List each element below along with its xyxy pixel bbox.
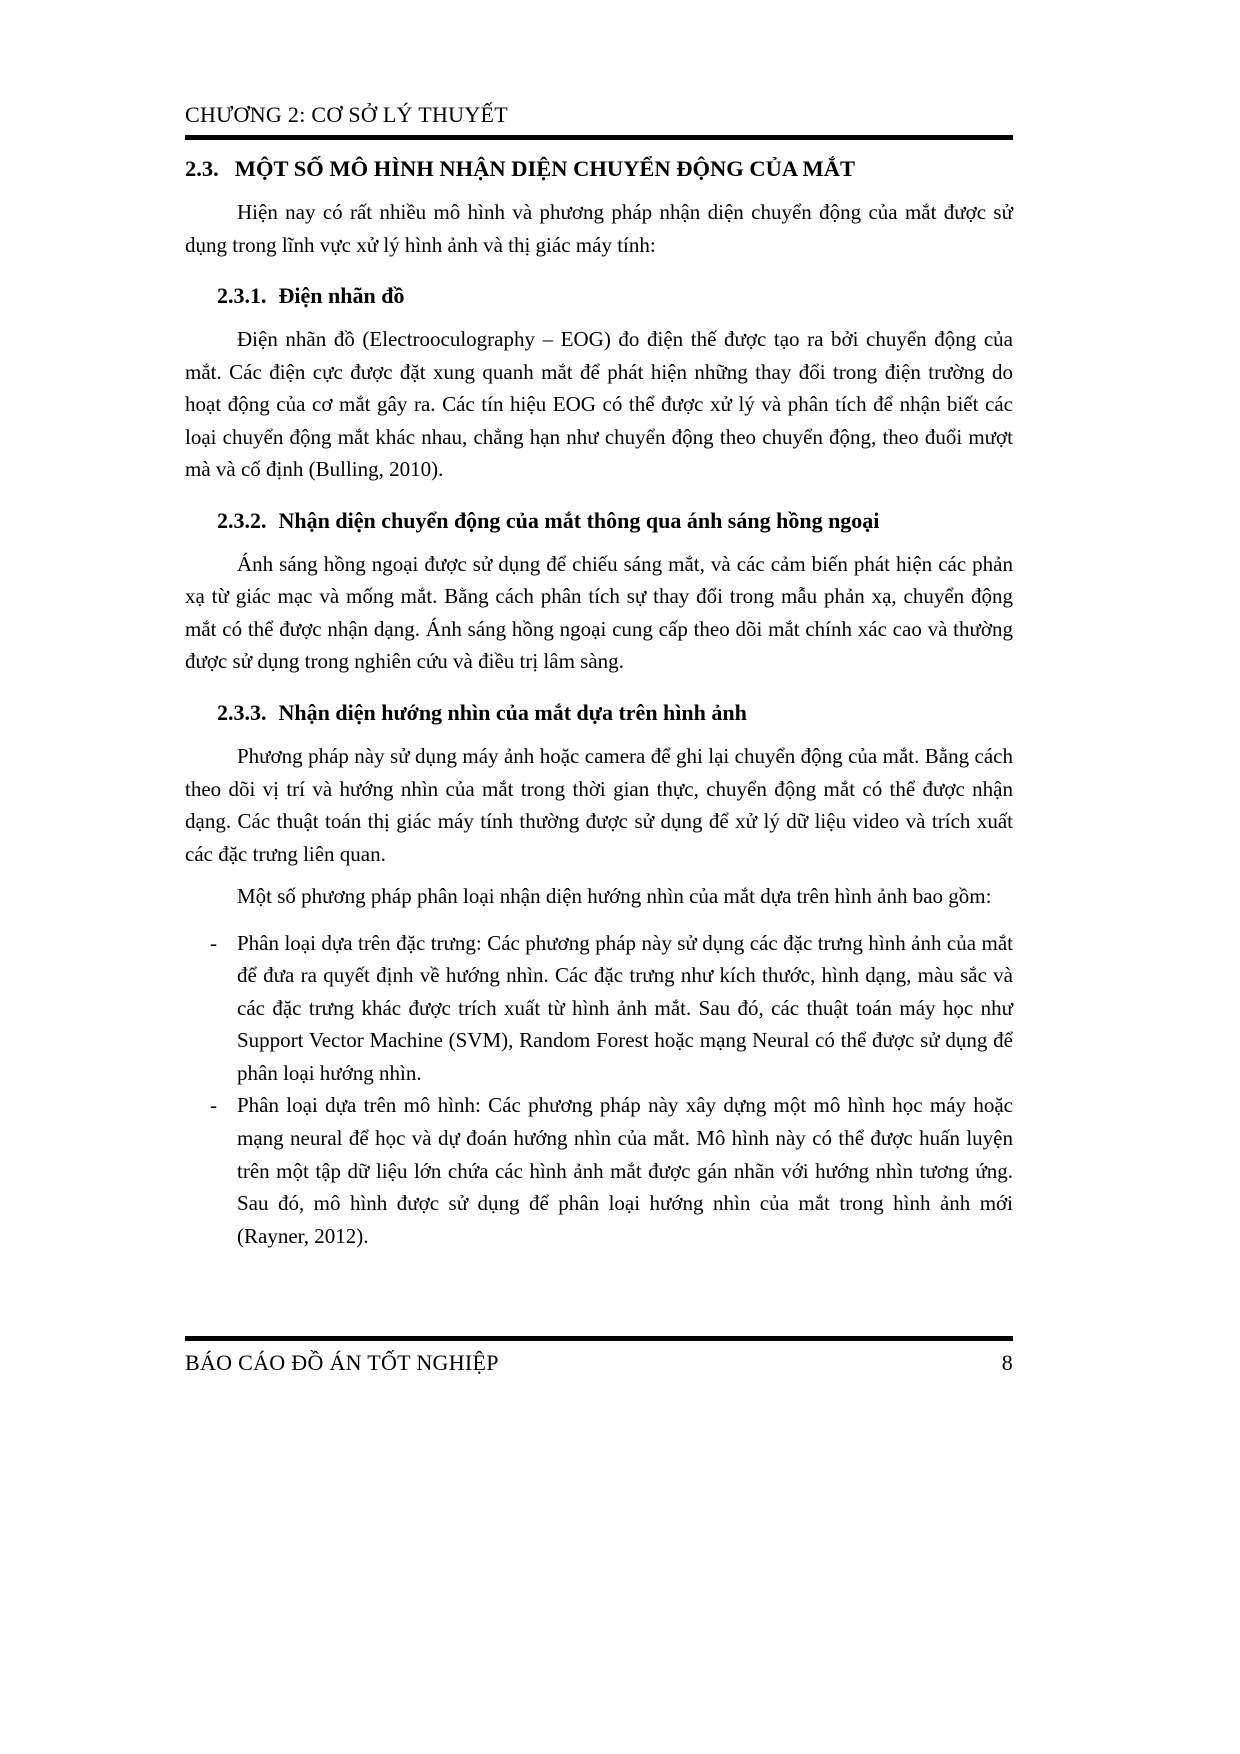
running-header: CHƯƠNG 2: CƠ SỞ LÝ THUYẾT bbox=[185, 102, 508, 127]
section-heading bbox=[185, 156, 1013, 182]
list-item-text: Phân loại dựa trên mô hình: Các phương pháp này xây dựng một mô hình học máy hoặc mạng neural để học và dự đoán hướng nhìn của mắt. Mô hình này có thể được huấn luyện trên một tập dữ liệu lớn chứa các hình ảnh mắt được gán nhãn với hướng nhìn tương ứng. Sau đó, mô hình được sử dụng để phân loại hướng nhìn của mắt trong hình ảnh mới (Rayner, 2012). bbox=[237, 1093, 1013, 1248]
footer-rule bbox=[185, 1336, 1013, 1341]
subsection-title: Nhận diện hướng nhìn của mắt dựa trên hình ảnh bbox=[278, 700, 747, 726]
list-item-text: Phân loại dựa trên đặc trưng: Các phương pháp này sử dụng các đặc trưng hình ảnh của mắt để đưa ra quyết định về hướng nhìn. Các đặc trưng như kích thước, hình dạng, màu sắc và các đặc trưng khác được trích xuất từ hình ảnh mắt. Sau đó, các thuật toán máy học như Support Vector Machine (SVM), Random Forest hoặc mạng Neural có thể được sử dụng để phân loại hướng nhìn. bbox=[237, 930, 1013, 1085]
subsection-number: 2.3.3. bbox=[217, 700, 267, 726]
subsection-paragraph-1: Điện nhãn đồ (Electrooculography – EOG) đo điện thế được tạo ra bởi chuyển động của mắt. Các điện cực được đặt xung quanh mắt để phát hiện những thay đổi trong điện trường do hoạt động của cơ mắt gây ra. Các tín hiệu EOG có thể được xử lý và phân tích để nhận biết các loại chuyển động mắt khác nhau, chẳng hạn như chuyển động theo chuyển động, theo đuổi mượt mà và cố định (Bulling, 2010). bbox=[185, 327, 1013, 482]
header-rule bbox=[185, 135, 1013, 140]
section-intro-paragraph: Hiện nay có rất nhiều mô hình và phương pháp nhận diện chuyển động của mắt được sử dụng trong lĩnh vực xử lý hình ảnh và thị giác máy tính: bbox=[185, 200, 1013, 257]
subsection-heading-1 bbox=[217, 283, 1013, 309]
footer-report-title: BÁO CÁO ĐỒ ÁN TỐT NGHIỆP bbox=[185, 1350, 499, 1375]
subsection-number: 2.3.2. bbox=[217, 507, 267, 533]
document-page bbox=[185, 102, 1013, 1252]
list-intro-paragraph: Một số phương pháp phân loại nhận diện hướng nhìn của mắt dựa trên hình ảnh bao gồm: bbox=[237, 884, 992, 909]
page-footer bbox=[185, 1336, 1013, 1376]
subsection-paragraph-3: Phương pháp này sử dụng máy ảnh hoặc camera để ghi lại chuyển động của mắt. Bằng cách theo dõi vị trí và hướng nhìn của mắt trong thời gian thực, chuyển động mắt có thể được nhận dạng. Các thuật toán thị giác máy tính thường được sử dụng để xử lý dữ liệu video và trích xuất các đặc trưng liên quan. bbox=[185, 744, 1013, 866]
subsection-number: 2.3.1. bbox=[217, 283, 267, 309]
subsection-heading-3 bbox=[217, 700, 1013, 726]
list-item bbox=[210, 927, 1013, 1090]
list-marker: - bbox=[210, 930, 217, 955]
section-title: MỘT SỐ MÔ HÌNH NHẬN DIỆN CHUYỂN ĐỘNG CỦA MẮT bbox=[234, 156, 855, 181]
subsection-title: Nhận diện chuyển động của mắt thông qua ánh sáng hồng ngoại bbox=[278, 507, 880, 533]
list-marker: - bbox=[210, 1093, 217, 1118]
subsection-heading-2 bbox=[217, 508, 1013, 534]
list-item bbox=[210, 1089, 1013, 1252]
subsection-title: Điện nhãn đồ bbox=[278, 283, 405, 309]
subsection-paragraph-2: Ánh sáng hồng ngoại được sử dụng để chiếu sáng mắt, và các cảm biến phát hiện các phản xạ từ giác mạc và mống mắt. Bằng cách phân tích sự thay đổi trong mẫu phản xạ, chuyển động mắt có thể được nhận dạng. Ánh sáng hồng ngoại cung cấp theo dõi mắt chính xác cao và thường được sử dụng trong nghiên cứu và điều trị lâm sàng. bbox=[185, 551, 1013, 674]
page-number: 8 bbox=[1001, 1350, 1013, 1375]
footer-row bbox=[185, 1350, 1013, 1376]
section-number: 2.3. bbox=[185, 156, 219, 181]
bullet-list bbox=[185, 927, 1013, 1252]
